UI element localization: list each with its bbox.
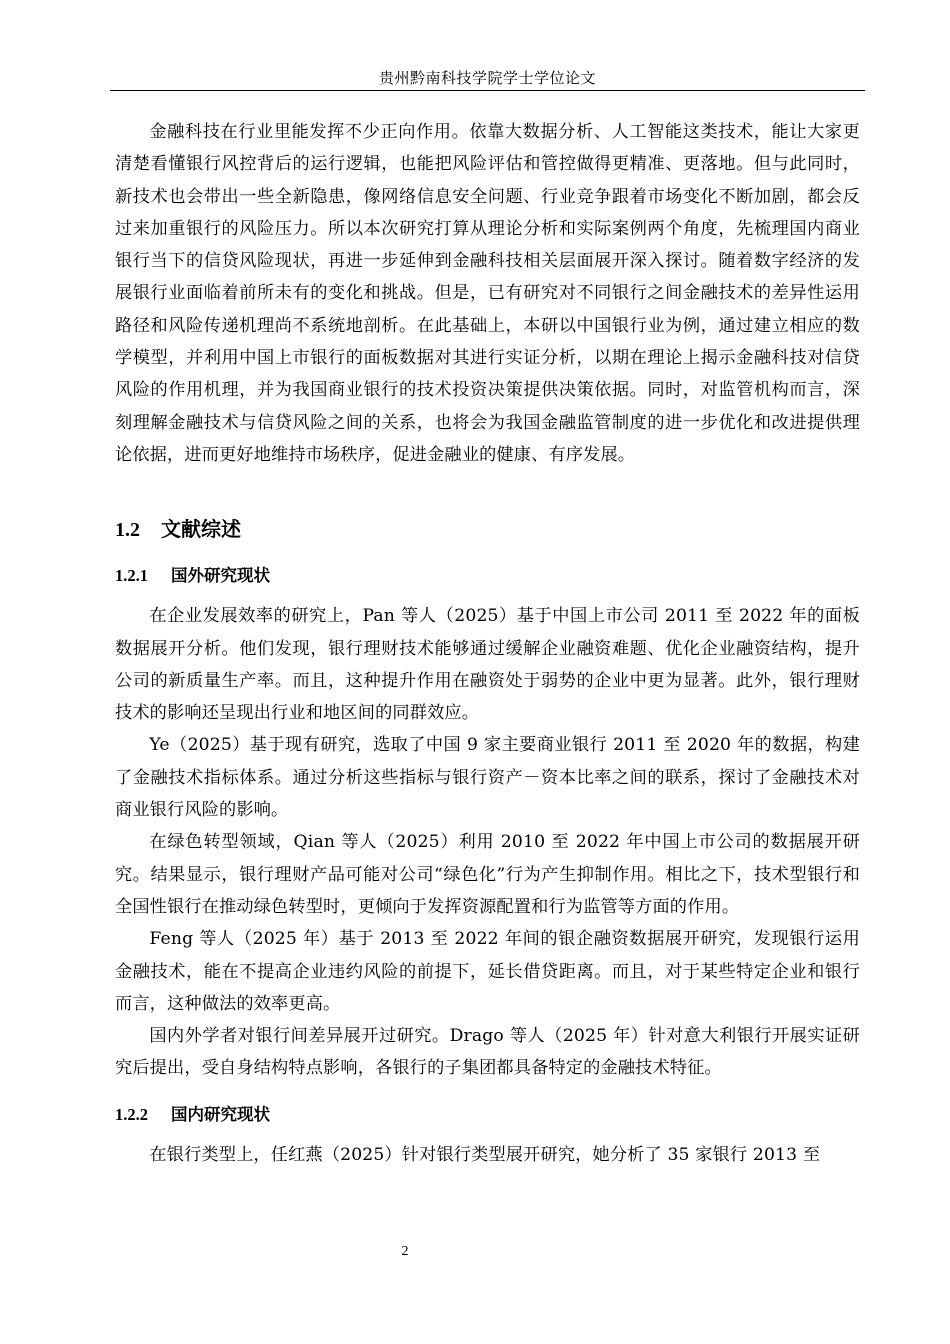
- page-body: [115, 116, 860, 1171]
- subsection-number: 1.2.2: [115, 1104, 148, 1124]
- foreign-paragraph-pan: 在企业发展效率的研究上，Pan 等人（2025）基于中国上市公司 2011 至 2022 年的面板数据展开分析。他们发现，银行理财技术能够通过缓解企业融资难题、优化企业融资结构，提升公司的新质量生产率。而且，这种提升作用在融资处于弱势的企业中更为显著。此外，银行理财技术的影响还呈现出行业和地区间的同群效应。: [115, 606, 860, 724]
- foreign-paragraph-qian: 在绿色转型领域，Qian 等人（2025）利用 2010 至 2022 年中国上市公司的数据展开研究。结果显示，银行理财产品可能对公司“绿色化”行为产生抑制作用。相比之下，技术型银行和全国性银行在推动绿色转型时，更倾向于发挥资源配置和行为监管等方面的作用。: [115, 832, 860, 917]
- section-heading-literature-review: [115, 511, 860, 548]
- foreign-paragraph-ye: Ye（2025）基于现有研究，选取了中国 9 家主要商业银行 2011 至 2020 年的数据，构建了金融技术指标体系。通过分析这些指标与银行资产－资本比率之间的联系，探讨了金融技术对商业银行风险的影响。: [115, 735, 860, 821]
- foreign-paragraph-feng: Feng 等人（2025 年）基于 2013 至 2022 年间的银企融资数据展开研究，发现银行运用金融技术，能在不提高企业违约风险的前提下，延长借贷距离。而且，对于某些特定企业和银行而言，这种做法的效率更高。: [115, 929, 860, 1014]
- subsection-number: 1.2.1: [115, 566, 148, 586]
- subsection-heading-foreign: [115, 556, 860, 596]
- section-number: 1.2: [115, 519, 140, 542]
- section-title: 文献综述: [161, 517, 241, 542]
- intro-paragraph: 金融科技在行业里能发挥不少正向作用。依靠大数据分析、人工智能这类技术，能让大家更清楚看懂银行风控背后的运行逻辑，也能把风险评估和管控做得更精准、更落地。但与此同时，新技术也会带出一些全新隐患，像网络信息安全问题、行业竞争跟着市场变化不断加剧，都会反过来加重银行的风险压力。所以本次研究打算从理论分析和实际案例两个角度，先梳理国内商业银行当下的信贷风险现状，再进一步延伸到金融科技相关层面展开深入探讨。随着数字经济的发展银行业面临着前所未有的变化和挑战。但是，已有研究对不同银行之间金融技术的差异性运用路径和风险传递机理尚不系统地剖析。在此基础上，本研以中国银行业为例，通过建立相应的数学模型，并利用中国上市银行的面板数据对其进行实证分析，以期在理论上揭示金融科技对信贷风险的作用机理，并为我国商业银行的技术投资决策提供决策依据。同时，对监管机构而言，深刻理解金融技术与信贷风险之间的关系，也将会为我国金融监管制度的进一步优化和改进提供理论依据，进而更好地维持市场秩序，促进金融业的健康、有序发展。: [115, 122, 860, 465]
- page-number: 2: [401, 1244, 409, 1259]
- subsection-title: 国外研究现状: [171, 566, 270, 586]
- running-header: 贵州黔南科技学院学士学位论文: [378, 69, 596, 87]
- subsection-title: 国内研究现状: [171, 1104, 270, 1124]
- foreign-paragraph-drago: 国内外学者对银行间差异展开过研究。Drago 等人（2025 年）针对意大利银行开展实证研究后提出，受自身结构特点影响，各银行的子集团都具备特定的金融技术特征。: [115, 1026, 860, 1079]
- subsection-heading-domestic: [115, 1095, 860, 1135]
- header-rule: [110, 90, 865, 91]
- domestic-paragraph-ren: 在银行类型上，任红燕（2025）针对银行类型展开研究，她分析了 35 家银行 2013 至: [149, 1144, 821, 1165]
